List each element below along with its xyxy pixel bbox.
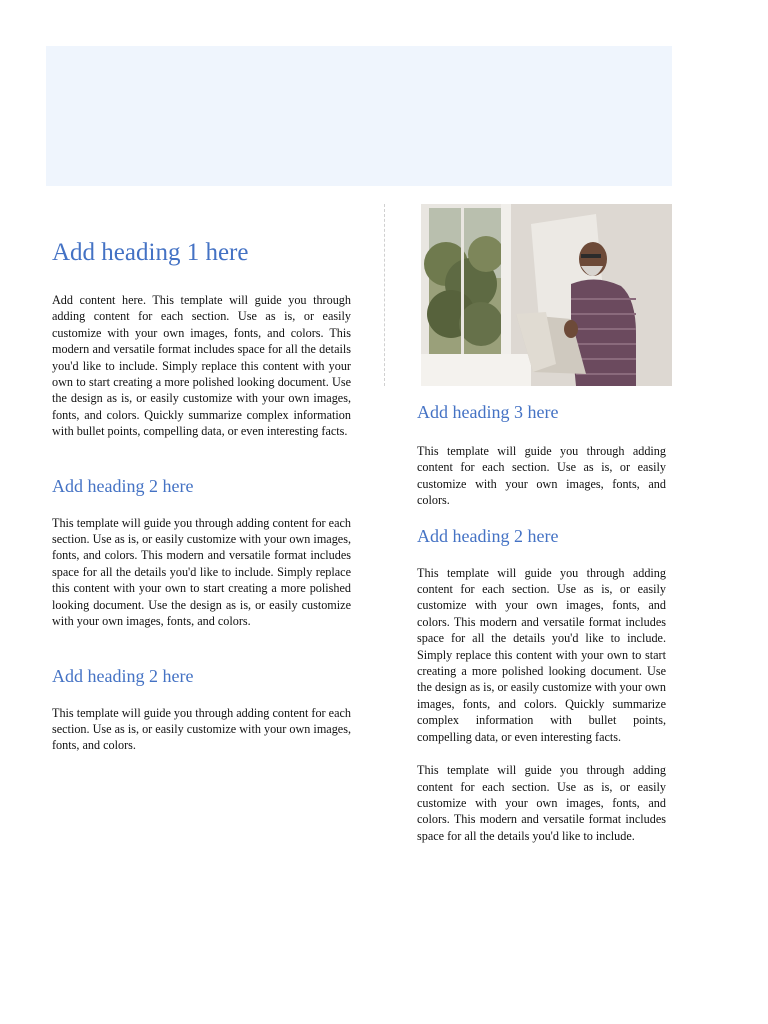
right-paragraph-3: This template will guide you through adding content for each section. Use as is, or easily customize with your own images, fonts, and colors. This modern and versatile format includes space for all the details you'd like to include. [417,763,666,843]
heading-1: Add heading 1 here [52,239,249,266]
right-paragraph-2: This template will guide you through adding content for each section. Use as is, or easily customize with your own images, fonts, and colors. This modern and versatile format includes space for all the details you'd like to include. Simply replace this content with your own to start creating a more polished looking document. Use the design as is, or easily customize with your own images, fonts, and colors. Quickly summarize complex information with bullet points, compelling data, or even interesting facts. [417,565,666,744]
left-paragraph-2: This template will guide you through adding content for each section. Use as is, or easily customize with your own images, fonts, and colors. This modern and versatile format includes space for all the details you'd like to include. Simply replace this content with your own to start creating a more polished looking document. Use the design as is, or easily customize with your own images, fonts, and colors. [52,515,351,629]
heading-2-first: Add heading 2 here [52,475,194,496]
right-column [417,400,666,844]
left-column [52,234,351,754]
heading-2-right: Add heading 2 here [417,525,559,546]
photo-man-reading-newspaper [421,204,672,386]
right-paragraph-1: This template will guide you through adding content for each section. Use as is, or easily customize with your own images, fonts, and colors. [417,444,666,508]
column-divider [384,204,385,386]
left-paragraph-3: This template will guide you through adding content for each section. Use as is, or easily customize with your own images, fonts, and colors. [52,705,351,753]
header-band [46,46,672,186]
left-paragraph-1: Add content here. This template will guide you through adding content for each section. Use as is, or easily customize with your own images, fonts, and colors. This modern and versatile format includes space for all the details you'd like to include. Simply replace this content with your own to start creating a more polished looking document. Use the design as is, or easily customize with your own images, fonts, and colors. Quickly summarize complex information with bullet points, compelling data, or even interesting facts. [52,293,351,439]
photo-illustration [421,204,672,386]
heading-3: Add heading 3 here [417,402,559,422]
heading-2-second: Add heading 2 here [52,665,194,686]
